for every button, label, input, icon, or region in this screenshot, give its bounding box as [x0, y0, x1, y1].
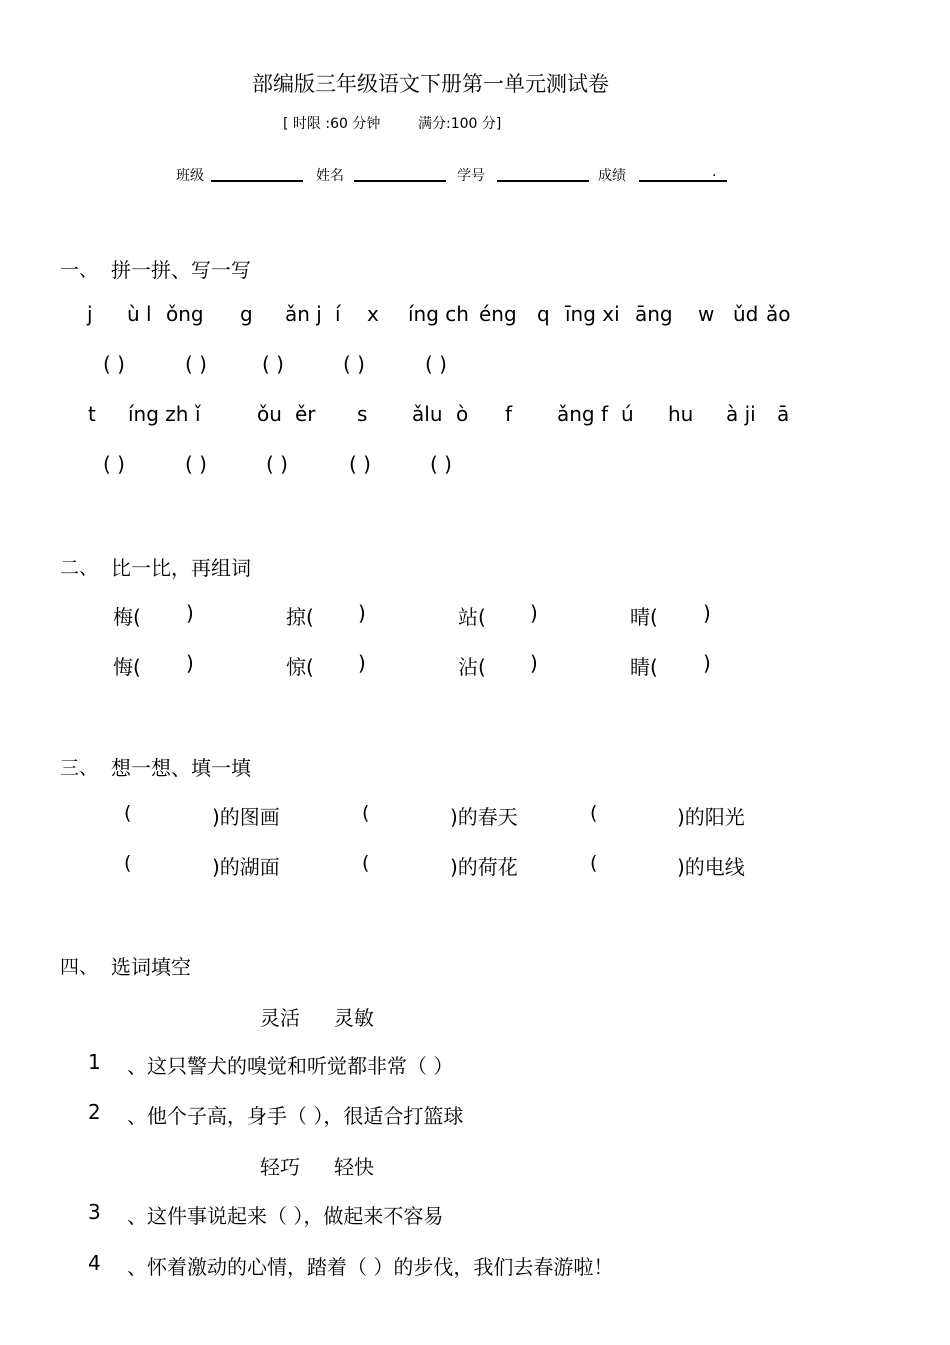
pinyin: ú — [621, 402, 634, 426]
compare-char: 睛( — [630, 655, 658, 679]
pinyin: q — [537, 302, 550, 326]
field-score-label: 成绩 — [598, 168, 626, 184]
compare-char: 晴( — [630, 605, 658, 629]
full-score: 满分:100 分] — [418, 116, 502, 132]
paren-close: ) — [358, 651, 366, 675]
pinyin: j — [87, 302, 93, 326]
answer-blank[interactable]: ( ) — [349, 452, 371, 476]
field-number-label: 学号 — [457, 168, 485, 184]
item-text: 、怀着激动的心情，踏着（ ）的步伐，我们去春游啦！ — [127, 1255, 614, 1279]
word-choice: 灵敏 — [334, 1006, 374, 1030]
field-class-label: 班级 — [176, 168, 204, 184]
section4-number: 四、 — [60, 956, 99, 978]
field-score-blank[interactable] — [639, 180, 727, 182]
compare-char: 掠( — [286, 605, 314, 629]
compare-char: 悔( — [113, 655, 141, 679]
item-number: 3 — [88, 1200, 101, 1224]
section2-heading: 比一比，再组词 — [111, 556, 251, 580]
answer-blank[interactable]: ( ) — [103, 452, 125, 476]
section3-number: 三、 — [60, 757, 99, 779]
pinyin: í — [335, 302, 341, 326]
pinyin: x — [367, 302, 379, 326]
paren-close: ) — [530, 651, 538, 675]
compare-char: 惊( — [286, 655, 314, 679]
fill-phrase: )的湖面 — [212, 855, 280, 879]
fill-phrase: )的电线 — [677, 855, 745, 879]
paren-open: ( — [124, 802, 132, 824]
pinyin: ǔd — [733, 302, 759, 326]
fill-phrase: )的图画 — [212, 805, 280, 829]
field-score-dot: . — [712, 164, 717, 180]
paren-open: ( — [362, 802, 370, 824]
time-limit: [ 时限 :60 分钟 — [283, 116, 381, 132]
paren-close: ) — [358, 601, 366, 625]
paren-open: ( — [590, 852, 598, 874]
pinyin: ǎlu — [412, 402, 443, 426]
section4-heading: 选词填空 — [111, 955, 191, 979]
section1-heading: 拼一拼、写一写 — [111, 258, 251, 282]
item-text: 、这件事说起来（ ），做起来不容易 — [127, 1204, 444, 1228]
field-name-label: 姓名 — [316, 168, 344, 184]
paren-open: ( — [124, 852, 132, 874]
pinyin: ò — [456, 402, 469, 426]
paren-close: ) — [703, 651, 711, 675]
compare-char: 梅( — [113, 605, 141, 629]
answer-blank[interactable]: ( ) — [103, 352, 125, 376]
fill-phrase: )的春天 — [450, 805, 518, 829]
answer-blank[interactable]: ( ) — [185, 352, 207, 376]
fill-phrase: )的荷花 — [450, 855, 518, 879]
pinyin: ǎn j — [285, 302, 322, 326]
pinyin: ā — [777, 402, 790, 426]
answer-blank[interactable]: ( ) — [430, 452, 452, 476]
pinyin: ǒu — [257, 402, 282, 426]
pinyin: w — [698, 302, 715, 326]
pinyin: t — [88, 402, 96, 426]
pinyin: āng — [635, 302, 673, 326]
pinyin: ǎng f — [557, 402, 609, 426]
answer-blank[interactable]: ( ) — [185, 452, 207, 476]
word-choice: 轻快 — [334, 1155, 374, 1179]
field-class-blank[interactable] — [211, 180, 303, 182]
pinyin: íng ch — [408, 302, 469, 326]
fill-phrase: )的阳光 — [677, 805, 745, 829]
pinyin: ěr — [295, 402, 316, 426]
answer-blank[interactable]: ( ) — [343, 352, 365, 376]
page-title: 部编版三年级语文下册第一单元测试卷 — [252, 72, 609, 96]
field-name-blank[interactable] — [354, 180, 446, 182]
pinyin: éng — [479, 302, 517, 326]
section3-heading: 想一想、填一填 — [111, 756, 251, 780]
answer-blank[interactable]: ( ) — [266, 452, 288, 476]
item-text: 、这只警犬的嗅觉和听觉都非常（ ） — [127, 1054, 454, 1078]
pinyin: ǐ — [195, 402, 201, 426]
answer-blank[interactable]: ( ) — [262, 352, 284, 376]
field-number-blank[interactable] — [497, 180, 589, 182]
word-choice: 灵活 — [260, 1006, 300, 1030]
answer-blank[interactable]: ( ) — [425, 352, 447, 376]
item-number: 4 — [88, 1251, 101, 1275]
pinyin: s — [357, 402, 368, 426]
pinyin: ǎo — [766, 302, 791, 326]
paren-open: ( — [590, 802, 598, 824]
paren-close: ) — [530, 601, 538, 625]
item-text: 、他个子高，身手（ ），很适合打篮球 — [127, 1104, 464, 1128]
pinyin: g — [240, 302, 253, 326]
pinyin: īng xi — [565, 302, 620, 326]
item-number: 1 — [88, 1050, 101, 1074]
pinyin: à ji — [726, 402, 756, 426]
paren-close: ) — [186, 651, 194, 675]
item-number: 2 — [88, 1100, 101, 1124]
compare-char: 站( — [458, 605, 486, 629]
section1-number: 一、 — [60, 259, 99, 281]
paren-close: ) — [703, 601, 711, 625]
pinyin: ù l — [127, 302, 152, 326]
word-choice: 轻巧 — [260, 1155, 300, 1179]
paren-open: ( — [362, 852, 370, 874]
paren-close: ) — [186, 601, 194, 625]
pinyin: íng zh — [128, 402, 189, 426]
pinyin: f — [505, 402, 513, 426]
pinyin: hu — [668, 402, 694, 426]
pinyin: ǒng — [166, 302, 204, 326]
section2-number: 二、 — [60, 557, 99, 579]
compare-char: 沾( — [458, 655, 486, 679]
